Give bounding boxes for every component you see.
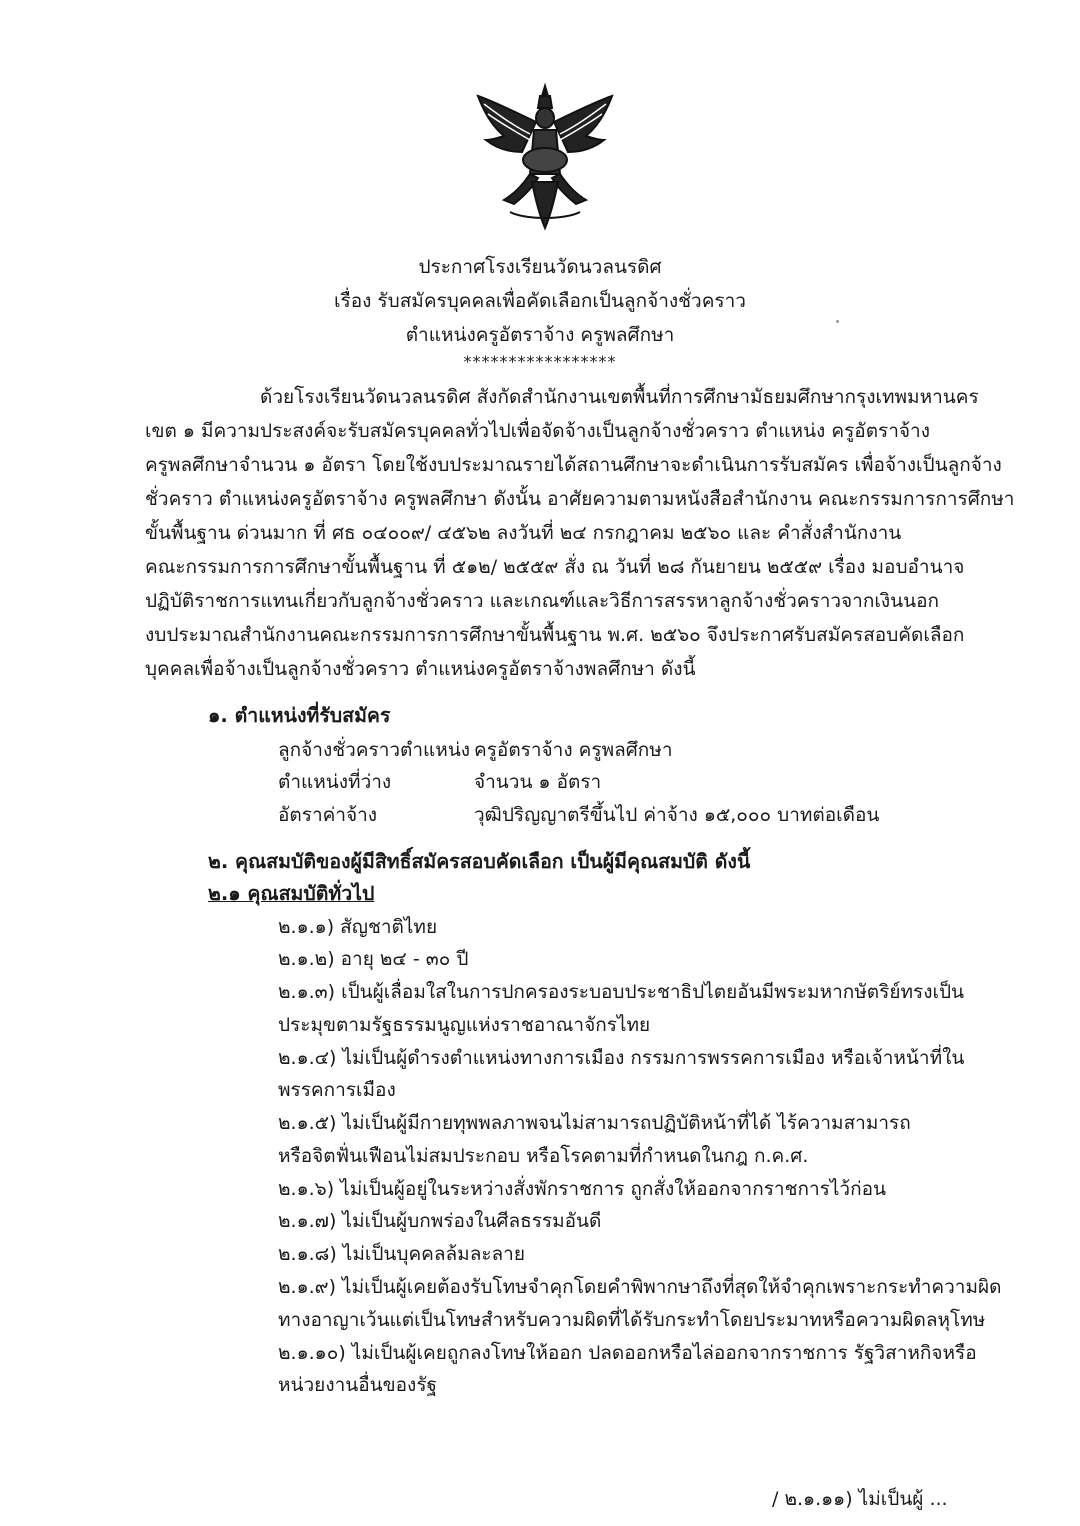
wage-row <box>278 800 880 830</box>
qualification-item: ๒.๑.๒) อายุ ๒๔ - ๓๐ ปี <box>278 948 469 970</box>
qualification-item: ๒.๑.๓) เป็นผู้เลื่อมใสในการปกครองระบอบประชาธิปไตยอันมีพระมหากษัตริย์ทรงเป็น <box>278 981 965 1003</box>
row-value: จำนวน ๑ อัตรา <box>474 771 602 793</box>
qualification-item: ๒.๑.๑๐) ไม่เป็นผู้เคยถูกลงโทษให้ออก ปลดออกหรือไล่ออกจากราชการ รัฐวิสาหกิจหรือ <box>278 1342 977 1364</box>
qualification-item-cont: พรรคการเมือง <box>278 1079 396 1101</box>
separator-stars: ***************** <box>463 352 617 371</box>
qualification-item-cont: หน่วยงานอื่นของรัฐ <box>278 1374 438 1396</box>
page-continuation: / ๒.๑.๑๑) ไม่เป็นผู้ ... <box>772 1488 948 1510</box>
intro-line: ขั้นพื้นฐาน ด่วนมาก ที่ ศธ ๐๔๐๐๙/ ๔๕๖๒ ลงวันที่ ๒๔ กรกฎาคม ๒๕๖๐ และ คำสั่งสำนักงาน <box>145 522 902 544</box>
row-label: อัตราค่าจ้าง <box>278 804 378 826</box>
qualification-item: ๒.๑.๘) ไม่เป็นบุคคลล้มละลาย <box>278 1243 525 1265</box>
qualification-item: ๒.๑.๗) ไม่เป็นผู้บกพร่องในศีลธรรมอันดี <box>278 1210 602 1232</box>
intro-line: ปฏิบัติราชการแทนเกี่ยวกับลูกจ้างชั่วคราว และเกณฑ์และวิธีการสรรหาลูกจ้างชั่วคราวจากเงินนอก <box>145 590 940 612</box>
section1-heading: ๑. ตำแหน่งที่รับสมัคร <box>208 704 391 727</box>
row-label: ตำแหน่งที่ว่าง <box>278 771 392 793</box>
intro-line: ด้วยโรงเรียนวัดนวลนรดิศ สังกัดสำนักงานเขตพื้นที่การศึกษามัธยมศึกษากรุงเทพมหานคร <box>260 386 979 408</box>
intro-line: ครูพลศึกษาจำนวน ๑ อัตรา โดยใช้งบประมาณรายได้สถานศึกษาจะดำเนินการรับสมัคร เพื่อจ้างเป็นลูกจ้าง <box>145 454 1002 476</box>
section2-subheading: ๒.๑ คุณสมบัติทั่วไป <box>208 882 375 905</box>
qualification-item: ๒.๑.๔) ไม่เป็นผู้ดำรงตำแหน่งทางการเมือง กรรมการพรรคการเมือง หรือเจ้าหน้าที่ใน <box>278 1047 965 1069</box>
intro-line: ชั่วคราว ตำแหน่งครูอัตราจ้าง ครูพลศึกษา ดังนั้น อาศัยความตามหนังสือสำนักงาน คณะกรรมการการศึกษา <box>145 488 1015 510</box>
intro-paragraph <box>145 380 1015 686</box>
intro-line: งบประมาณสำนักงานคณะกรรมการการศึกษาขั้นพื้นฐาน พ.ศ. ๒๕๖๐ จึงประกาศรับสมัครสอบคัดเลือก <box>145 624 965 646</box>
qualification-item-cont: ประมุขตามรัฐธรรมนูญแห่งราชอาณาจักรไทย <box>278 1014 651 1036</box>
qualification-item: ๒.๑.๑) สัญชาติไทย <box>278 916 438 938</box>
qualification-item-cont: หรือจิตฟั่นเฟือนไม่สมประกอบ หรือโรคตามที่กำหนดในกฎ ก.ค.ศ. <box>278 1145 809 1167</box>
garuda-emblem-icon <box>470 82 620 232</box>
intro-line: บุคคลเพื่อจ้างเป็นลูกจ้างชั่วคราว ตำแหน่งครูอัตราจ้างพลศึกษา ดังนี้ <box>145 658 696 680</box>
intro-line: คณะกรรมการการศึกษาขั้นพื้นฐาน ที่ ๕๑๒/ ๒๕๕๙ สั่ง ณ วันที่ ๒๘ กันยายน ๒๕๕๙ เรื่อง มอบอำนาจ <box>145 556 965 578</box>
section2-heading: ๒. คุณสมบัติของผู้มีสิทธิ์สมัครสอบคัดเลือก เป็นผู้มีคุณสมบัติ ดังนี้ <box>208 850 751 873</box>
qualification-item: ๒.๑.๕) ไม่เป็นผู้มีกายทุพพลภาพจนไม่สามารถปฏิบัติหน้าที่ได้ ไร้ความสามารถ <box>278 1112 911 1134</box>
intro-line: เขต ๑ มีความประสงค์จะรับสมัครบุคคลทั่วไปเพื่อจัดจ้างเป็นลูกจ้างชั่วคราว ตำแหน่ง ครูอัตราจ้าง <box>145 420 930 442</box>
qualification-item-cont: ทางอาญาเว้นแต่เป็นโทษสำหรับความผิดที่ได้รับกระทำโดยประมาทหรือความผิดลหุโทษ <box>278 1309 986 1331</box>
vacancy-row <box>278 767 602 797</box>
row-value: ครูอัตราจ้าง ครูพลศึกษา <box>474 739 673 761</box>
qualification-item: ๒.๑.๙) ไม่เป็นผู้เคยต้องรับโทษจำคุกโดยคำพิพากษาถึงที่สุดให้จำคุกเพราะกระทำความผิด <box>278 1276 1002 1298</box>
announcement-subject: เรื่อง รับสมัครบุคคลเพื่อคัดเลือกเป็นลูกจ้างชั่วคราว <box>334 290 746 312</box>
qualification-item: ๒.๑.๖) ไม่เป็นผู้อยู่ในระหว่างสั่งพักราชการ ถูกสั่งให้ออกจากราชการไว้ก่อน <box>278 1178 886 1200</box>
announcement-position: ตำแหน่งครูอัตราจ้าง ครูพลศึกษา <box>405 324 675 346</box>
row-value: วุฒิปริญญาตรีขึ้นไป ค่าจ้าง ๑๕,๐๐๐ บาทต่อเดือน <box>474 804 880 826</box>
announcement-title: ประกาศโรงเรียนวัดนวลนรดิศ <box>418 256 662 278</box>
row-label: ลูกจ้างชั่วคราวตำแหน่ง <box>278 739 471 761</box>
position-row <box>278 735 673 765</box>
